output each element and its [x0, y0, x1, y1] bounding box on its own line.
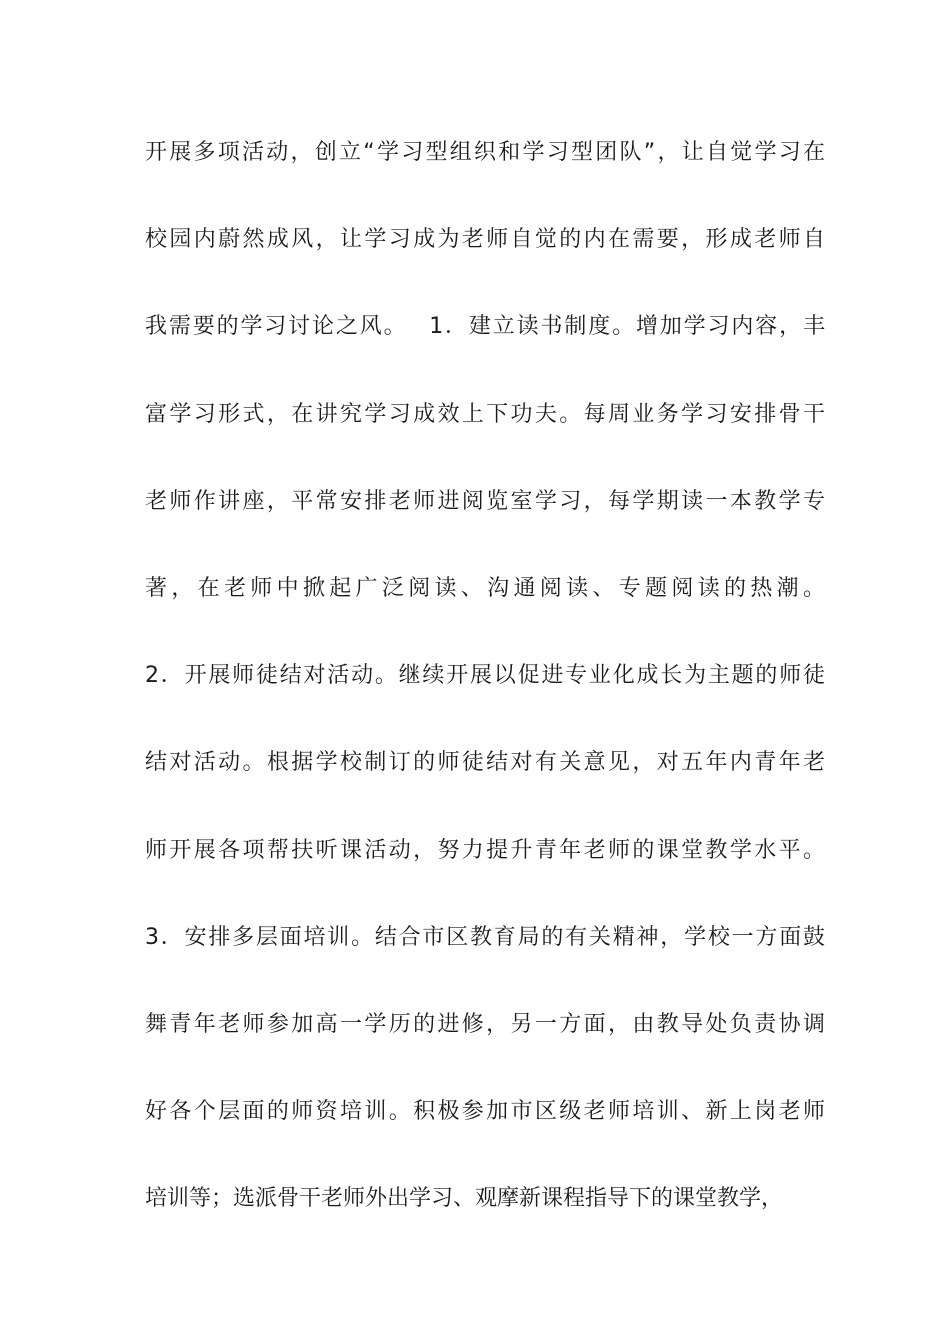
- text-line: 校园内蔚然成风，让学习成为老师自觉的内在需要，形成老师自: [145, 227, 825, 253]
- text-line: 结对活动。根据学校制订的师徒结对有关意见，对五年内青年老: [145, 750, 825, 776]
- text-line: 开展多项活动，创立“学习型组织和学习型团队”，让自觉学习在: [145, 140, 825, 165]
- text-line: 舞青年老师参加高一学历的进修，另一方面，由教导处负责协调: [145, 1011, 825, 1037]
- text-line: 老师作讲座，平常安排老师进阅览室学习，每学期读一本教学专: [145, 488, 825, 514]
- text-line: 我需要的学习讨论之风。 1．建立读书制度。增加学习内容，丰: [145, 314, 825, 340]
- text-line: 3．安排多层面培训。结合市区教育局的有关精神，学校一方面鼓: [145, 924, 825, 950]
- text-line: 培训等；选派骨干老师外出学习、观摩新课程指导下的课堂教学，: [145, 1186, 784, 1212]
- text-line: 2．开展师徒结对活动。继续开展以促进专业化成长为主题的师徒: [145, 663, 825, 689]
- body-text: [145, 131, 825, 1264]
- text-line: 富学习形式，在讲究学习成效上下功夫。每周业务学习安排骨干: [145, 401, 825, 427]
- text-line: 师开展各项帮扶听课活动，努力提升青年老师的课堂教学水平。: [145, 837, 825, 863]
- text-line: 著，在老师中掀起广泛阅读、沟通阅读、专题阅读的热潮。: [145, 575, 825, 601]
- text-line: 好各个层面的师资培训。积极参加市区级老师培训、新上岗老师: [145, 1099, 825, 1125]
